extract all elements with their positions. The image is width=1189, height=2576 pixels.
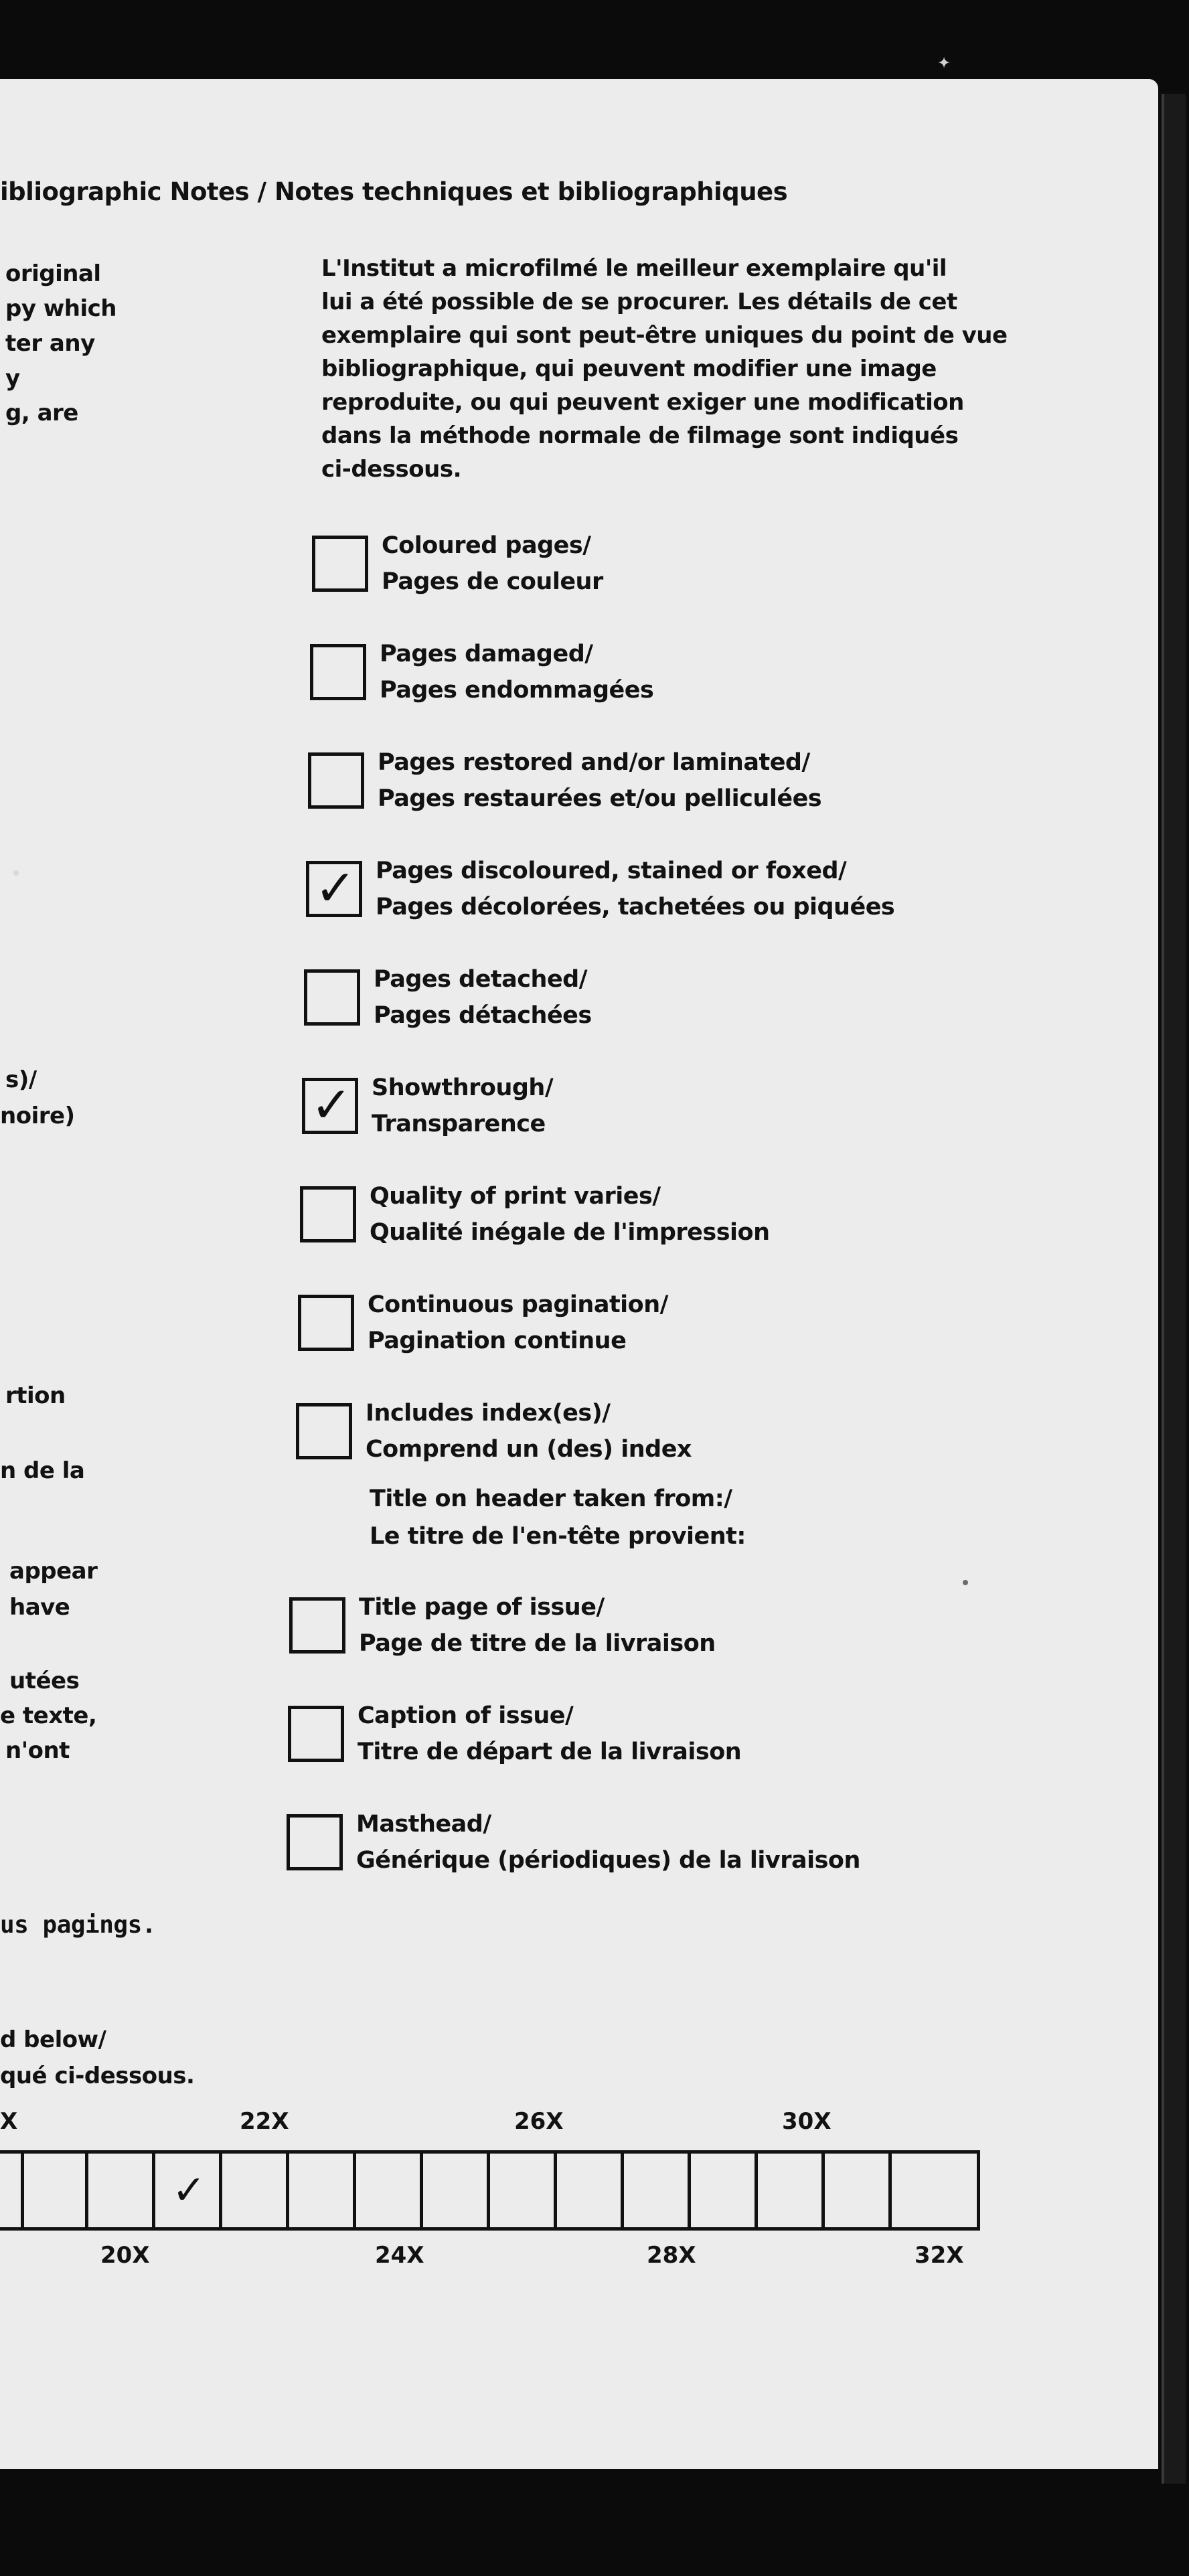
grid-divider	[286, 2154, 289, 2227]
clipped-text-fragment: y	[5, 365, 20, 392]
issue-label: Caption of issue/	[358, 1702, 574, 1729]
clipped-text-fragment: e texte,	[0, 1702, 97, 1729]
intro-line: ci-dessous.	[321, 456, 462, 483]
grid-divider	[420, 2154, 423, 2227]
film-scratch-mark: ✦	[937, 54, 951, 72]
intro-line: reproduite, ou qui peuvent exiger une modification	[321, 389, 964, 416]
comment-text: us pagings.	[0, 1911, 156, 1939]
grid-divider	[755, 2154, 758, 2227]
reduction-label: d below/	[0, 2026, 106, 2053]
grid-divider	[554, 2154, 557, 2227]
grid-divider	[85, 2154, 88, 2227]
check-mark-icon: ✓	[315, 860, 357, 917]
reduction-top-label: X	[0, 2108, 18, 2135]
condition-checkbox[interactable]	[300, 1186, 356, 1242]
condition-label: Pages discoloured, stained or foxed/	[376, 858, 847, 884]
clipped-text-fragment: have	[9, 1594, 70, 1621]
reduction-label-fr: qué ci-dessous.	[0, 2063, 195, 2089]
intro-line: lui a été possible de se procurer. Les détails de cet	[321, 289, 957, 315]
clipped-text-fragment: g, are	[5, 400, 78, 426]
clipped-text-fragment: s)/	[5, 1066, 37, 1093]
reduction-top-label: 26X	[514, 2108, 564, 2135]
condition-label-fr: Pages décolorées, tachetées ou piquées	[376, 894, 895, 920]
title-header-label-fr: Le titre de l'en-tête provient:	[370, 1523, 746, 1550]
film-speck	[13, 870, 19, 876]
grid-divider	[821, 2154, 825, 2227]
condition-label: Continuous pagination/	[368, 1291, 668, 1318]
condition-label: Pages restored and/or laminated/	[378, 749, 810, 776]
grid-divider	[219, 2154, 222, 2227]
reduction-bottom-label: 28X	[647, 2242, 696, 2269]
clipped-text-fragment: n de la	[0, 1457, 85, 1484]
condition-checkbox[interactable]	[298, 1295, 354, 1351]
page-edge-shadow	[1162, 94, 1186, 2484]
condition-label-fr: Comprend un (des) index	[366, 1436, 692, 1463]
condition-label: Pages damaged/	[380, 641, 593, 667]
condition-checkbox[interactable]	[308, 752, 364, 809]
intro-line: bibliographique, qui peuvent modifier une image	[321, 355, 937, 382]
condition-label: Showthrough/	[372, 1074, 554, 1101]
check-mark-icon: ✓	[311, 1076, 353, 1134]
intro-line: dans la méthode normale de filmage sont indiqués	[321, 422, 959, 449]
clipped-text-fragment: rtion	[5, 1382, 66, 1409]
grid-divider	[888, 2154, 892, 2227]
reduction-bottom-label: 24X	[375, 2242, 424, 2269]
condition-label: Quality of print varies/	[370, 1183, 661, 1210]
condition-label-fr: Pages de couleur	[382, 568, 603, 595]
reduction-ratio-grid	[0, 2150, 980, 2231]
issue-checkbox[interactable]	[289, 1597, 345, 1654]
condition-label-fr: Pages restaurées et/ou pelliculées	[378, 785, 822, 812]
reduction-check-mark: ✓	[172, 2167, 206, 2214]
clipped-text-fragment: appear	[9, 1558, 98, 1585]
condition-label-fr: Qualité inégale de l'impression	[370, 1219, 770, 1246]
film-speck	[963, 1580, 968, 1585]
title-header-label: Title on header taken from:/	[370, 1485, 732, 1512]
clipped-text-fragment: utées	[9, 1668, 80, 1694]
condition-checkbox[interactable]	[310, 644, 366, 700]
condition-label-fr: Transparence	[372, 1111, 546, 1137]
clipped-text-fragment: ter any	[5, 330, 95, 357]
reduction-bottom-label: 20X	[100, 2242, 150, 2269]
condition-label-fr: Pages détachées	[374, 1002, 592, 1029]
issue-label-fr: Titre de départ de la livraison	[358, 1739, 742, 1765]
issue-label: Masthead/	[356, 1811, 491, 1838]
grid-divider	[21, 2154, 24, 2227]
condition-checkbox[interactable]	[304, 969, 360, 1026]
grid-divider	[688, 2154, 691, 2227]
grid-divider	[621, 2154, 624, 2227]
clipped-text-fragment: n'ont	[5, 1737, 70, 1764]
issue-label-fr: Générique (périodiques) de la livraison	[356, 1847, 860, 1874]
condition-label: Includes index(es)/	[366, 1400, 611, 1427]
section-heading: ibliographic Notes / Notes techniques et bibliographiques	[0, 177, 788, 206]
reduction-top-label: 22X	[240, 2108, 289, 2135]
condition-checkbox[interactable]	[306, 861, 362, 917]
issue-checkbox[interactable]	[288, 1706, 344, 1762]
clipped-text-fragment: py which	[5, 295, 116, 322]
reduction-top-label: 30X	[782, 2108, 831, 2135]
issue-checkbox[interactable]	[287, 1814, 343, 1870]
condition-checkbox[interactable]	[312, 536, 368, 592]
grid-divider	[152, 2154, 155, 2227]
grid-divider	[487, 2154, 490, 2227]
clipped-text-fragment: original	[5, 260, 101, 287]
issue-label-fr: Page de titre de la livraison	[359, 1630, 716, 1657]
condition-checkbox[interactable]	[302, 1078, 358, 1134]
reduction-bottom-label: 32X	[915, 2242, 964, 2269]
condition-label: Coloured pages/	[382, 532, 591, 559]
intro-line: exemplaire qui sont peut-être uniques du point de vue	[321, 322, 1008, 349]
condition-label: Pages detached/	[374, 966, 588, 993]
clipped-text-fragment: noire)	[0, 1103, 75, 1129]
issue-label: Title page of issue/	[359, 1594, 605, 1621]
condition-label-fr: Pages endommagées	[380, 677, 654, 704]
grid-divider	[353, 2154, 356, 2227]
intro-line: L'Institut a microfilmé le meilleur exemplaire qu'il	[321, 255, 947, 282]
condition-label-fr: Pagination continue	[368, 1327, 627, 1354]
condition-checkbox[interactable]	[296, 1403, 352, 1459]
